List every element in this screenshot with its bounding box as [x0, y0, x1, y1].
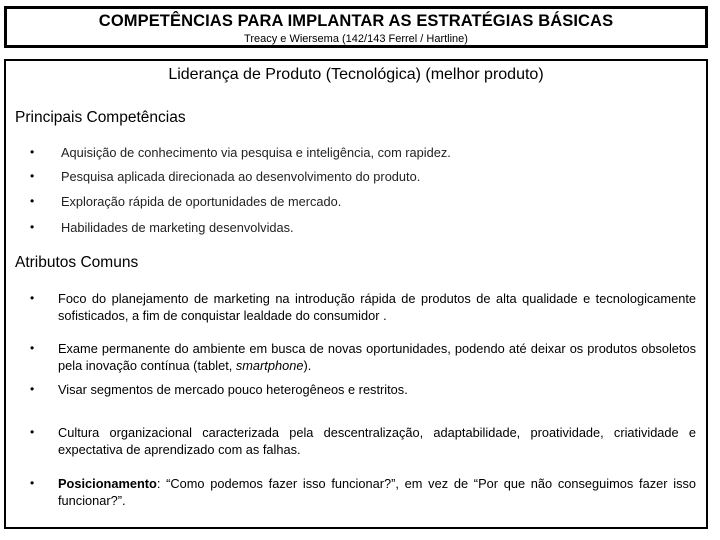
atributo-text: Visar segmentos de mercado pouco heterogêneos e restritos. [58, 382, 408, 397]
competencia-text: Pesquisa aplicada direcionada ao desenvolvimento do produto. [61, 169, 421, 184]
list-item [30, 340, 696, 374]
atributo-text-part: Exame permanente do ambiente em busca de novas oportunidades, podendo até deixar os produtos obsoletos pela inovação contínua (tablet, [58, 341, 696, 373]
atributo-text-emphasis: smartphone [235, 358, 304, 373]
bullet-icon: • [30, 169, 35, 183]
header-subtitle: Treacy e Wiersema (142/143 Ferrel / Hartline) [244, 33, 468, 45]
bullet-icon: • [30, 341, 35, 355]
competencia-text: Exploração rápida de oportunidades de mercado. [61, 194, 342, 209]
list-item [30, 168, 696, 185]
atributos-heading: Atributos Comuns [15, 254, 139, 271]
list-item [30, 193, 696, 210]
bullet-icon: • [30, 476, 35, 490]
list-item [30, 381, 696, 398]
atributo-text-part: : “Como podemos fazer isso funcionar?”, em vez de “Por que não conseguimos fazer isso funcionar?”. [58, 476, 696, 508]
competencia-text: Habilidades de marketing desenvolvidas. [61, 220, 294, 235]
list-item [30, 424, 696, 458]
bullet-icon: • [30, 220, 35, 234]
main-content-box [4, 59, 708, 529]
list-item [30, 219, 696, 236]
competencias-heading: Principais Competências [15, 109, 186, 126]
list-item [30, 144, 696, 161]
list-item [30, 290, 696, 324]
header-box [4, 6, 708, 48]
bullet-icon: • [30, 291, 35, 305]
bullet-icon: • [30, 145, 35, 159]
main-title: Liderança de Produto (Tecnológica) (melhor produto) [168, 66, 544, 83]
list-item [30, 475, 696, 509]
bullet-icon: • [30, 425, 35, 439]
atributo-text: Foco do planejamento de marketing na introdução rápida de produtos de alta qualidade e tecnologicamente sofisticados, a fim de conquistar lealdade do consumidor . [58, 291, 696, 323]
atributo-text [58, 475, 696, 509]
atributo-text [58, 340, 696, 374]
header-title: COMPETÊNCIAS PARA IMPLANTAR AS ESTRATÉGIAS BÁSICAS [98, 12, 614, 30]
competencia-text: Aquisição de conhecimento via pesquisa e inteligência, com rapidez. [61, 145, 451, 160]
atributo-text-strong: Posicionamento [58, 476, 157, 491]
atributo-text-part: ). [303, 358, 312, 373]
bullet-icon: • [30, 382, 35, 396]
bullet-icon: • [30, 194, 35, 208]
atributo-text: Cultura organizacional caracterizada pela descentralização, adaptabilidade, proatividade, criatividade e expectativa de aprendizado com as falhas. [58, 425, 696, 457]
